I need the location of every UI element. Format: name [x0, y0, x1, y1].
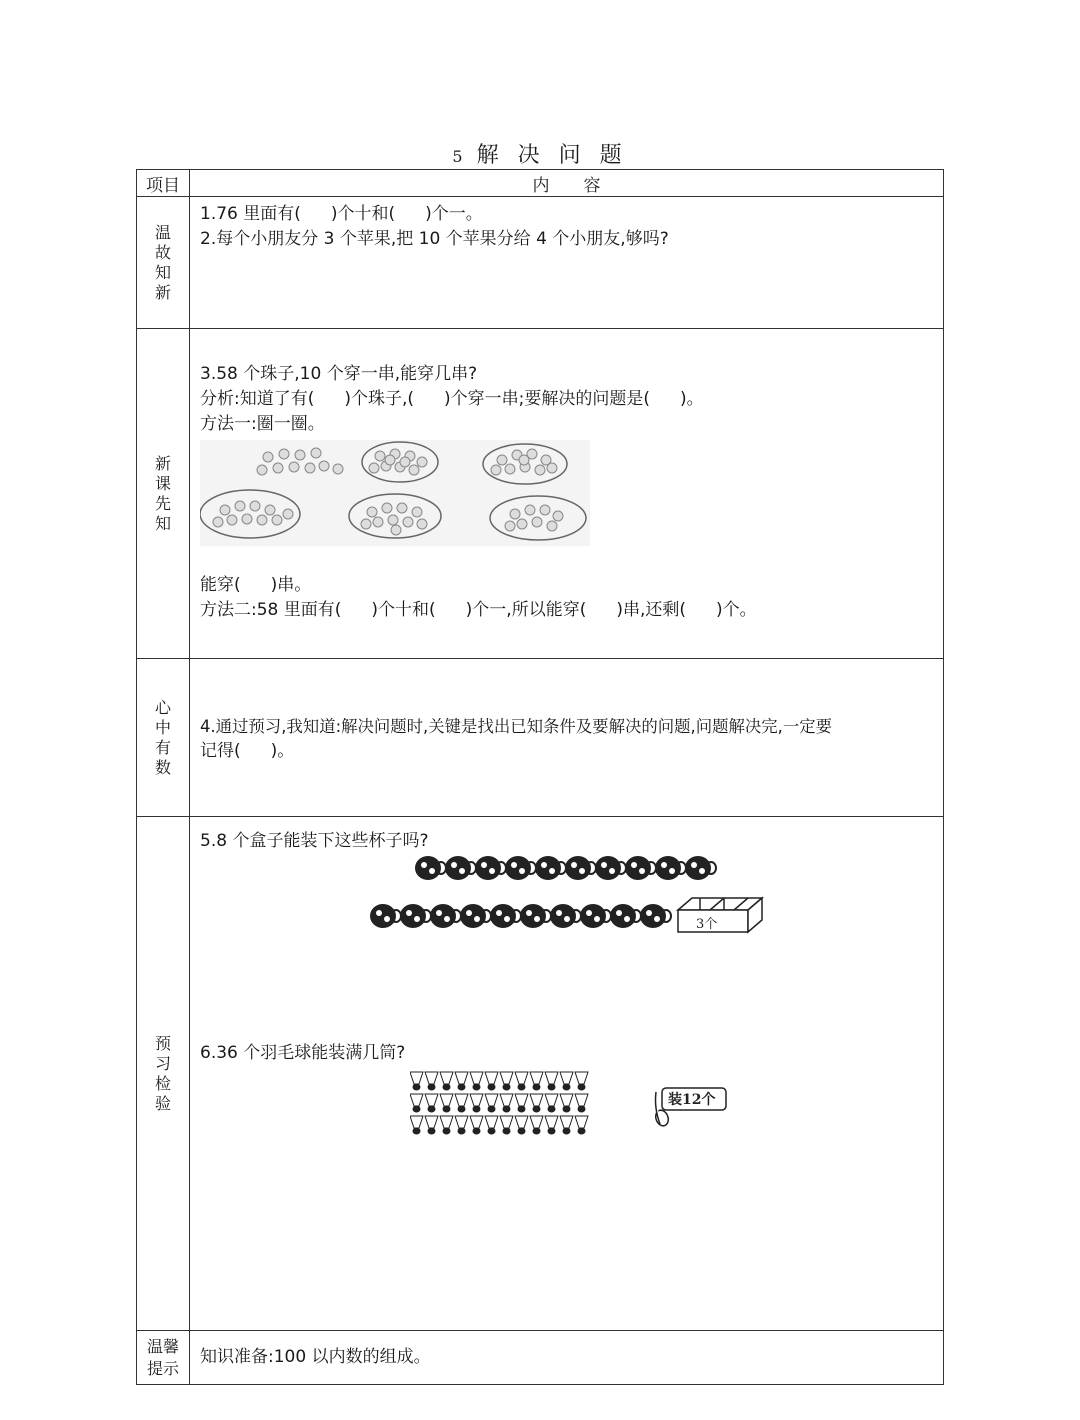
shuttlecock-icon	[470, 1072, 483, 1084]
shuttlecock-base	[563, 1084, 570, 1090]
shuttlecock-icon	[485, 1094, 498, 1106]
question-3: 3.58 个珠子,10 个穿一串,能穿几串?	[200, 364, 478, 384]
shuttlecock-base	[473, 1128, 480, 1134]
shuttlecock-base	[563, 1128, 570, 1134]
header-content: 内 容	[190, 170, 944, 197]
shuttlecock-icon	[515, 1116, 528, 1128]
title-text: 解 决 问 题	[476, 143, 628, 168]
shuttlecock-base	[518, 1106, 525, 1112]
shuttlecock-base	[428, 1106, 435, 1112]
shuttlecock-icon	[575, 1094, 588, 1106]
shuttlecock-base	[533, 1106, 540, 1112]
shuttlecock-base	[548, 1084, 555, 1090]
shuttlecock-icon	[425, 1094, 438, 1106]
shuttlecock-icon	[440, 1072, 453, 1084]
section-label-review: 温 故 知 新	[137, 197, 190, 329]
section-tip	[137, 1331, 944, 1385]
shuttlecock-icon	[545, 1116, 558, 1128]
shuttlecock-icon	[500, 1094, 513, 1106]
shuttlecock-icon	[485, 1072, 498, 1084]
shuttlecock-icon	[515, 1072, 528, 1084]
section-mind	[137, 659, 944, 817]
shuttlecock-base	[578, 1128, 585, 1134]
shuttlecock-base	[503, 1106, 510, 1112]
shuttlecock-base	[443, 1128, 450, 1134]
tube-label: 装12个	[668, 1092, 716, 1108]
shuttlecock-base	[488, 1084, 495, 1090]
shuttlecock-icon	[455, 1094, 468, 1106]
section-label-check: 预 习 检 验	[137, 817, 190, 1331]
shuttlecock-icon	[410, 1072, 423, 1084]
shuttlecock-icon	[575, 1116, 588, 1128]
shuttlecock-base	[563, 1106, 570, 1112]
shuttlecock-icon	[410, 1094, 423, 1106]
shuttlecock-icon	[530, 1094, 543, 1106]
section-content-new	[190, 329, 944, 659]
shuttlecock-base	[473, 1084, 480, 1090]
shuttlecock-base	[518, 1128, 525, 1134]
shuttlecock-icon	[485, 1116, 498, 1128]
shuttlecock-icon	[410, 1116, 423, 1128]
shuttlecock-base	[413, 1128, 420, 1134]
shuttlecock-icon	[455, 1116, 468, 1128]
shuttlecock-icon	[500, 1116, 513, 1128]
shuttlecock-rows	[410, 1072, 588, 1134]
section-label-mind: 心 中 有 数	[137, 659, 190, 817]
shuttlecock-base	[413, 1084, 420, 1090]
title-number: 5	[452, 147, 463, 166]
shuttlecock-base	[413, 1106, 420, 1112]
shuttlecock-base	[578, 1106, 585, 1112]
section-content-check	[190, 817, 944, 1331]
cups-row-top	[415, 856, 716, 880]
cups-row-bottom	[370, 904, 671, 928]
shuttlecock-icon	[455, 1072, 468, 1084]
question-1: 1.76 里面有( )个十和( )个一。	[200, 204, 483, 224]
shuttlecock-base	[488, 1106, 495, 1112]
question-2: 2.每个小朋友分 3 个苹果,把 10 个苹果分给 4 个小朋友,够吗?	[200, 229, 669, 249]
shuttlecock-base	[443, 1084, 450, 1090]
shuttlecock-icon	[545, 1072, 558, 1084]
analysis-line: 分析:知道了有( )个珠子,( )个穿一串;要解决的问题是( )。	[200, 389, 704, 409]
shuttlecock-base	[488, 1128, 495, 1134]
shuttlecock-icon	[440, 1094, 453, 1106]
shuttlecock-icon	[425, 1072, 438, 1084]
method-one: 方法一:圈一圈。	[200, 414, 325, 434]
beads-circle-picture	[200, 440, 590, 546]
question-4: 4.通过预习,我知道:解决问题时,关键是找出已知条件及要解决的问题,问题解决完,一定要	[200, 717, 833, 736]
header-row	[137, 170, 944, 197]
shuttlecock-icon	[560, 1072, 573, 1084]
section-content-tip	[190, 1331, 944, 1385]
shuttlecock-base	[458, 1128, 465, 1134]
shuttlecock-base	[533, 1128, 540, 1134]
question-4-cont: 记得( )。	[200, 741, 295, 761]
shuttlecock-icon	[560, 1116, 573, 1128]
worksheet-table	[136, 169, 944, 1385]
shuttlecock-base	[443, 1106, 450, 1112]
shuttlecock-icon	[440, 1116, 453, 1128]
shuttlecock-icon	[575, 1072, 588, 1084]
section-content-review	[190, 197, 944, 329]
box-label: 3个	[696, 917, 718, 932]
shuttlecock-icon	[500, 1072, 513, 1084]
shuttlecock-base	[428, 1128, 435, 1134]
section-label-new: 新 课 先 知	[137, 329, 190, 659]
tip-text: 知识准备:100 以内数的组成。	[200, 1347, 431, 1367]
header-item: 项目	[137, 170, 190, 197]
shuttlecock-icon	[545, 1094, 558, 1106]
shuttlecock-base	[548, 1106, 555, 1112]
shuttlecock-base	[503, 1128, 510, 1134]
shuttlecock-base	[428, 1084, 435, 1090]
section-label-tip: 温馨 提示	[137, 1331, 190, 1385]
cups-and-box-picture	[370, 848, 790, 938]
shuttlecock-icon	[530, 1072, 543, 1084]
shuttlecock-icon	[515, 1094, 528, 1106]
shuttlecock-base	[548, 1128, 555, 1134]
section-check	[137, 817, 944, 1331]
box-icon	[678, 898, 762, 932]
shuttlecock-base	[503, 1084, 510, 1090]
shuttlecock-base	[473, 1106, 480, 1112]
question-6: 6.36 个羽毛球能装满几筒?	[200, 1043, 406, 1063]
shuttlecock-base	[458, 1106, 465, 1112]
shuttlecocks-and-tube-picture	[410, 1070, 740, 1140]
shuttlecock-base	[458, 1084, 465, 1090]
section-review	[137, 197, 944, 329]
section-content-mind	[190, 659, 944, 817]
shuttlecock-base	[518, 1084, 525, 1090]
can-thread-line: 能穿( )串。	[200, 575, 312, 595]
shuttlecock-icon	[560, 1094, 573, 1106]
shuttlecock-icon	[530, 1116, 543, 1128]
shuttlecock-base	[578, 1084, 585, 1090]
section-new	[137, 329, 944, 659]
shuttlecock-base	[533, 1084, 540, 1090]
shuttlecock-icon	[470, 1116, 483, 1128]
shuttlecock-icon	[470, 1094, 483, 1106]
method-two: 方法二:58 里面有( )个十和( )个一,所以能穿( )串,还剩( )个。	[200, 600, 757, 620]
shuttlecock-icon	[425, 1116, 438, 1128]
question-5: 5.8 个盒子能装下这些杯子吗?	[200, 831, 429, 851]
worksheet-title	[0, 138, 1080, 169]
